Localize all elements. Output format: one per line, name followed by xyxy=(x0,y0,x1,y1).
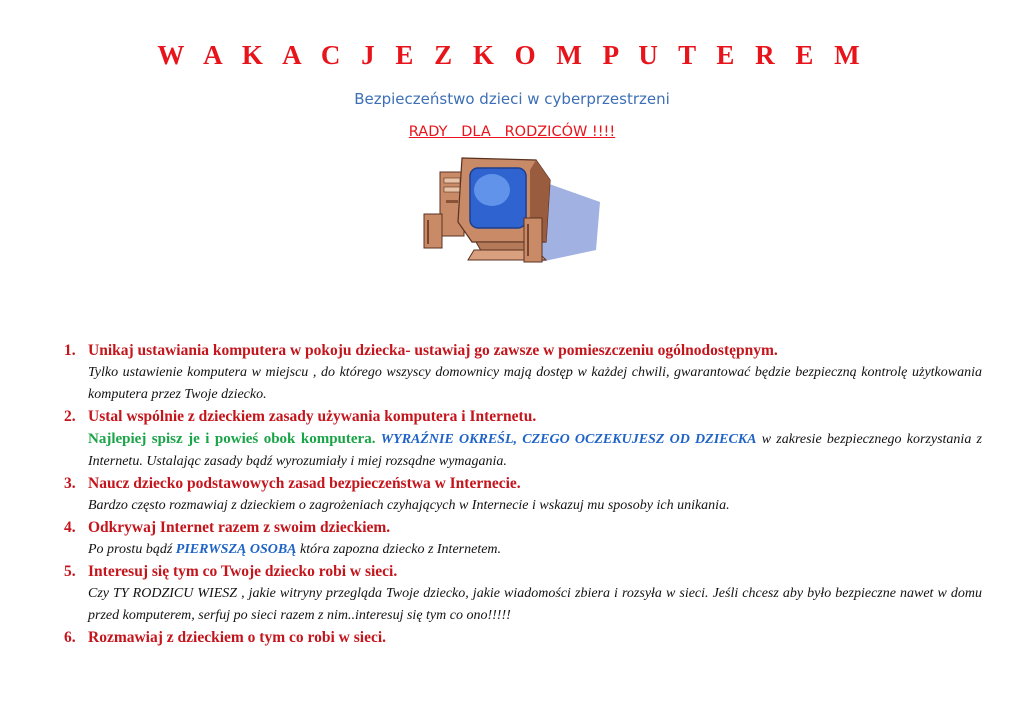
tip-heading xyxy=(64,517,982,539)
tip-body: Czy TY RODZICU WIESZ , jakie witryny przegląda Twoje dziecko, jakie wiadomości zbiera i rozsyła w sieci. Jeśli chcesz aby było bezpieczne nawet w domu przed komputerem, serfuj po sieci razem z nim..interesuj się tym co ono!!!!! xyxy=(88,586,982,623)
tip-heading-text: Naucz dziecko podstawowych zasad bezpieczeństwa w Internecie. xyxy=(88,475,521,492)
page-title: W A K A C J E Z K O M P U T E R E M xyxy=(157,40,867,70)
tip-body-text: która zapozna dziecko z Internetem. xyxy=(296,542,502,557)
tip-number: 3. xyxy=(64,475,76,492)
computer-monitor-icon xyxy=(418,150,608,268)
tip-heading xyxy=(64,340,982,362)
tip-heading xyxy=(64,473,982,495)
advice-heading-text: RADY DLA RODZICÓW !!!! xyxy=(408,124,616,140)
tip-body-prefix: Po prostu bądź xyxy=(88,542,176,557)
tip-heading xyxy=(64,561,982,583)
tip-highlight-green: Najlepiej spisz je i powieś obok komputera. xyxy=(88,431,376,447)
tip-item xyxy=(64,517,982,561)
tip-heading-text: Ustal wspólnie z dzieckiem zasady używania komputera i Internetu. xyxy=(88,408,537,425)
tip-item xyxy=(64,406,982,473)
tip-item xyxy=(64,627,982,649)
tip-heading xyxy=(64,406,982,428)
tip-heading-text: Odkrywaj Internet razem z swoim dzieckiem. xyxy=(88,519,391,536)
tip-heading-text: Rozmawiaj z dzieckiem o tym co robi w sieci. xyxy=(88,629,387,646)
tip-body-text: w zakresie bezpiecznego korzystania z Internetu. Ustalając zasady bądź wyrozumiały i miej rozsądne wymagania. xyxy=(88,432,982,469)
tip-number: 5. xyxy=(64,563,76,580)
tip-heading-text: Unikaj ustawiania komputera w pokoju dziecka- ustawiaj go zawsze w pomieszczeniu ogólnodostępnym. xyxy=(88,342,778,359)
tip-item xyxy=(64,473,982,517)
tip-heading-text: Interesuj się tym co Twoje dziecko robi w sieci. xyxy=(88,563,398,580)
tip-item xyxy=(64,561,982,627)
tip-body xyxy=(64,428,982,473)
tip-number: 4. xyxy=(64,519,76,536)
tip-item xyxy=(64,340,982,406)
tip-body: Tylko ustawienie komputera w miejscu , do którego wszyscy domownicy mają dostęp w każdej chwili, gwarantować będzie bezpieczną kontrolę użytkowania komputera przez Twoje dziecko. xyxy=(88,365,982,402)
tip-highlight-blue: PIERWSZĄ OSOBĄ xyxy=(175,542,297,557)
tip-number: 2. xyxy=(64,408,76,425)
tip-heading xyxy=(64,627,982,649)
tip-number: 1. xyxy=(64,342,76,359)
tip-number: 6. xyxy=(64,629,76,646)
tip-body: Bardzo często rozmawiaj z dzieckiem o zagrożeniach czyhających w Internecie i wskazuj mu sposoby ich unikania. xyxy=(88,498,730,513)
page-subtitle: Bezpieczeństwo dzieci w cyberprzestrzeni xyxy=(354,90,670,108)
advice-heading xyxy=(0,124,1024,140)
tips-list xyxy=(64,340,982,649)
tip-body xyxy=(64,539,982,561)
tip-highlight-blue: WYRAŹNIE OKREŚL, CZEGO OCZEKUJESZ OD DZIECKA xyxy=(380,432,757,447)
